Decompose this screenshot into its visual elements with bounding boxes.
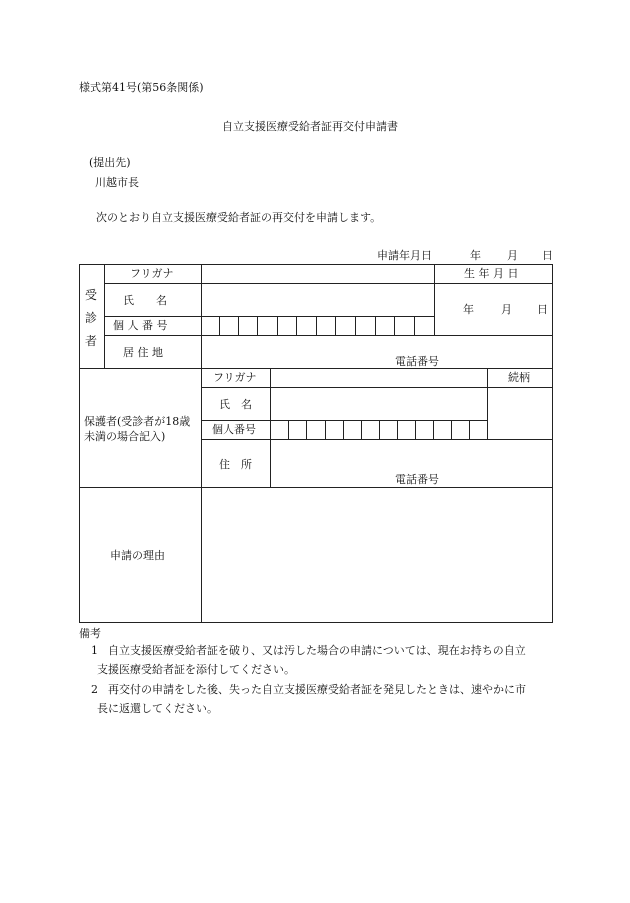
- note-1-line1: 自立支援医療受給者証を破り、又は汚した場合の申請については、現在お持ちの自立: [108, 644, 526, 657]
- birth-day: 日: [537, 303, 548, 316]
- patient-address-label: 居 住 地: [123, 346, 163, 359]
- note-1-line2: 支援医療受給者証を添付してください。: [97, 663, 295, 676]
- guardian-individual-number-label: 個人番号: [212, 423, 256, 436]
- birth-month: 月: [501, 303, 512, 316]
- guardian-section-label-line1: 保護者(受診者が18歳: [84, 415, 191, 428]
- form-number: 様式第41号(第56条関係): [79, 81, 204, 94]
- submit-to-label: (提出先): [89, 156, 131, 169]
- patient-section-label-1: 受: [85, 288, 98, 302]
- patient-name-label: 氏 名: [123, 294, 167, 307]
- guardian-address-label: 住 所: [219, 458, 252, 471]
- notes-heading: 備考: [79, 627, 101, 640]
- recipient: 川越市長: [95, 176, 139, 189]
- application-date-year: 年: [470, 249, 481, 262]
- note-2-line1: 再交付の申請をした後、失った自立支援医療受給者証を発見したときは、速やかに市: [108, 683, 526, 696]
- patient-furigana-label: フリガナ: [130, 267, 174, 280]
- birthdate-label: 生 年 月 日: [464, 267, 519, 280]
- patient-individual-number-label: 個 人 番 号: [113, 319, 168, 332]
- birth-year: 年: [463, 303, 474, 316]
- patient-phone-label: 電話番号: [395, 355, 439, 368]
- note-1-number: 1: [91, 644, 98, 657]
- intro-text: 次のとおり自立支援医療受給者証の再交付を申請します。: [96, 211, 382, 224]
- patient-section-label-2: 診: [85, 311, 98, 325]
- note-2-number: 2: [91, 683, 98, 696]
- guardian-section-label-line2: 未満の場合記入): [84, 430, 166, 443]
- page-title: 自立支援医療受給者証再交付申請書: [222, 120, 398, 133]
- patient-section-label-3: 者: [85, 334, 98, 348]
- reason-label: 申請の理由: [110, 549, 165, 562]
- guardian-phone-label: 電話番号: [395, 473, 439, 486]
- note-2-line2: 長に返還してください。: [97, 702, 218, 715]
- application-date-month: 月: [507, 249, 518, 262]
- guardian-name-label: 氏 名: [219, 398, 252, 411]
- application-date-label: 申請年月日: [377, 249, 432, 262]
- application-date-day: 日: [542, 249, 553, 262]
- guardian-relationship-label: 続柄: [508, 371, 530, 384]
- guardian-furigana-label: フリガナ: [213, 371, 257, 384]
